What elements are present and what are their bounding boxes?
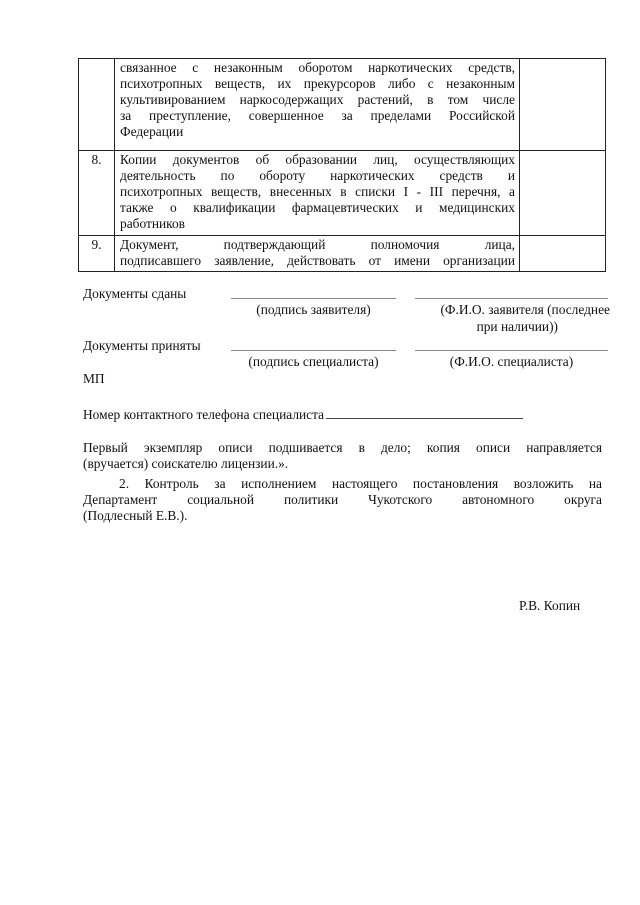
table-row xyxy=(79,236,606,272)
row-text-line: Федерации xyxy=(120,124,184,139)
row-text-line: подписавшего заявление, действовать от имени организации xyxy=(120,253,515,268)
specialist-name-line xyxy=(415,350,608,351)
seal-label: МП xyxy=(83,371,105,386)
row-text-line: психотропных веществ, их прекурсоров либо с незаконным xyxy=(120,76,515,91)
row-description xyxy=(115,59,520,151)
documents-submitted-label: Документы сданы xyxy=(83,286,187,301)
phone-label: Номер контактного телефона специалиста xyxy=(83,407,325,422)
paragraph-line: Первый экземпляр описи подшивается в дело; копия описи направляется xyxy=(83,440,602,455)
row-text-line: также о квалификации фармацевтических и медицинских xyxy=(120,200,515,215)
specialist-signature-line xyxy=(231,350,396,351)
table-row xyxy=(79,151,606,236)
applicant-name-caption: (Ф.И.О. заявителя (последнее xyxy=(440,302,610,317)
row-text-line: Документ, подтверждающий полномочия лица, xyxy=(120,237,515,252)
applicant-name-line xyxy=(415,298,608,299)
paragraph-line: 2. Контроль за исполнением настоящего постановления возложить на xyxy=(119,476,602,491)
row-text-line: работников xyxy=(120,216,185,231)
row-text-line: за преступление, совершенное за пределами Российской xyxy=(120,108,515,123)
row-number: 8. xyxy=(79,151,115,236)
row-description xyxy=(115,151,520,236)
paragraph-line: Департамент социальной политики Чукотского автономного округа xyxy=(83,492,602,507)
applicant-signature-caption: (подпись заявителя) xyxy=(256,302,371,317)
control-paragraph xyxy=(83,476,602,524)
specialist-signature-caption: (подпись специалиста) xyxy=(248,354,379,369)
applicant-name-caption-continued: при наличии)) xyxy=(476,319,558,334)
table-row xyxy=(79,59,606,151)
copy-note-paragraph xyxy=(83,440,602,472)
phone-blank-line xyxy=(326,405,523,419)
row-mark-cell xyxy=(520,151,606,236)
row-text-line: психотропных веществ, внесенных в списки I - III перечня, а xyxy=(120,184,515,199)
signer-name: Р.В. Копин xyxy=(519,598,581,613)
documents-table xyxy=(78,58,606,272)
specialist-name-caption: (Ф.И.О. специалиста) xyxy=(449,354,574,369)
documents-accepted-label: Документы приняты xyxy=(83,338,201,353)
row-text-line: Копии документов об образовании лиц, осуществляющих xyxy=(120,152,515,167)
row-mark-cell xyxy=(520,59,606,151)
applicant-signature-line xyxy=(231,298,396,299)
paragraph-line: (вручается) соискателю лицензии.». xyxy=(83,456,289,471)
row-description xyxy=(115,236,520,272)
row-mark-cell xyxy=(520,236,606,272)
row-text-line: культивированием наркосодержащих растений, в том числе xyxy=(120,92,515,107)
row-number: 9. xyxy=(79,236,115,272)
paragraph-line: (Подлесный Е.В.). xyxy=(83,508,188,523)
row-text-line: деятельность по обороту наркотических средств и xyxy=(120,168,515,183)
phone-field xyxy=(83,405,523,423)
row-text-line: связанное с незаконным оборотом наркотических средств, xyxy=(120,60,515,75)
row-number xyxy=(79,59,115,151)
